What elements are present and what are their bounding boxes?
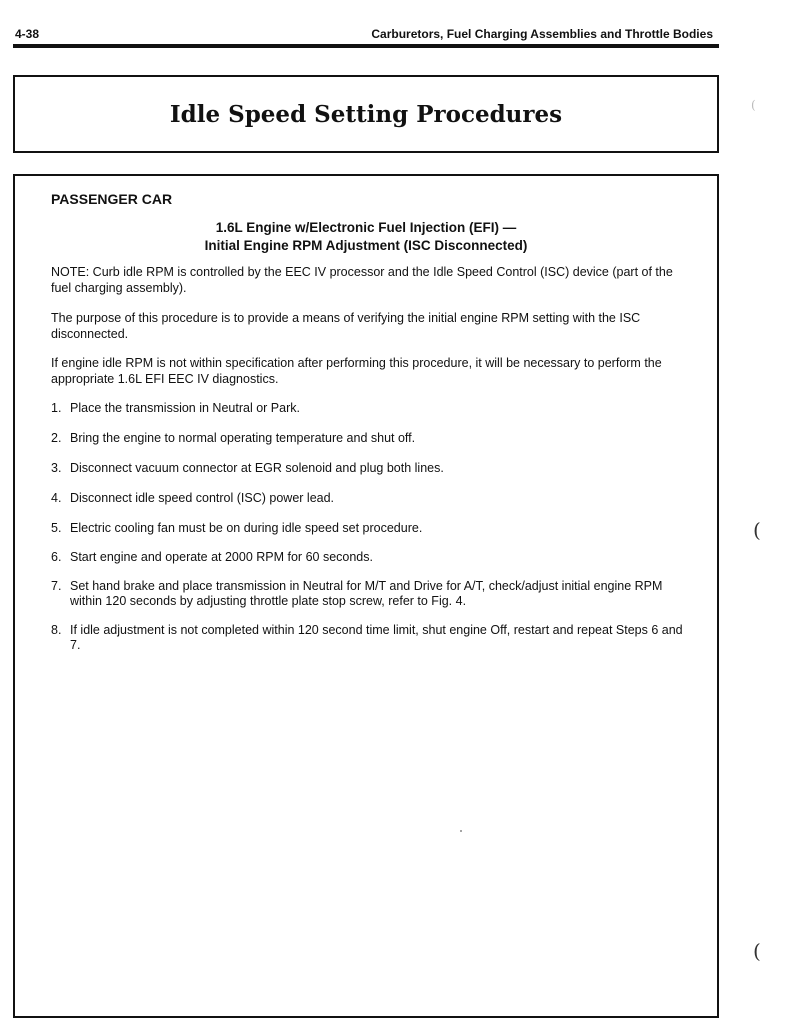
step-item bbox=[51, 461, 691, 476]
header-rule bbox=[13, 44, 719, 48]
step-text: Bring the engine to normal operating temperature and shut off. bbox=[70, 431, 416, 445]
content-box bbox=[13, 174, 719, 1018]
step-item bbox=[51, 491, 691, 506]
margin-mark: ( bbox=[751, 98, 756, 112]
step-item bbox=[51, 623, 691, 653]
step-number: 4. bbox=[51, 491, 62, 505]
step-text: Disconnect idle speed control (ISC) power lead. bbox=[70, 491, 335, 505]
page-number: 4-38 bbox=[15, 27, 40, 41]
step-item bbox=[51, 550, 691, 565]
purpose-paragraph: The purpose of this procedure is to provide a means of verifying the initial engine RPM setting with the ISC disconnected. bbox=[51, 311, 641, 341]
step-number: 5. bbox=[51, 521, 62, 535]
procedure-subheading bbox=[15, 219, 717, 255]
step-item bbox=[51, 401, 691, 416]
step-text: Place the transmission in Neutral or Park. bbox=[70, 401, 300, 415]
section-heading: PASSENGER CAR bbox=[51, 191, 173, 207]
subheading-line-2: Initial Engine RPM Adjustment (ISC Disconnected) bbox=[204, 238, 528, 253]
title-box bbox=[13, 75, 719, 153]
step-number: 1. bbox=[51, 401, 62, 415]
note-paragraph: NOTE: Curb idle RPM is controlled by the EEC IV processor and the Idle Speed Control (ISC) device (part of the fuel charging assembly). bbox=[51, 265, 673, 295]
step-number: 6. bbox=[51, 550, 62, 564]
subheading-line-1: 1.6L Engine w/Electronic Fuel Injection (EFI) — bbox=[215, 220, 517, 235]
margin-mark: ( bbox=[753, 939, 761, 963]
step-text: Disconnect vacuum connector at EGR solenoid and plug both lines. bbox=[70, 461, 444, 475]
running-title: Carburetors, Fuel Charging Assemblies and Throttle Bodies bbox=[371, 27, 713, 41]
step-number: 3. bbox=[51, 461, 62, 475]
step-item bbox=[51, 521, 691, 536]
step-text: Electric cooling fan must be on during idle speed set procedure. bbox=[70, 521, 423, 535]
step-text: Set hand brake and place transmission in Neutral for M/T and Drive for A/T, check/adjust initial engine RPM within 120 seconds by adjusting throttle plate stop screw, refer to Fig. 4. bbox=[70, 579, 663, 608]
step-number: 7. bbox=[51, 579, 62, 593]
step-text: Start engine and operate at 2000 RPM for 60 seconds. bbox=[70, 550, 373, 564]
margin-mark: ( bbox=[753, 518, 761, 542]
step-item bbox=[51, 579, 691, 609]
page-title: Idle Speed Setting Procedures bbox=[169, 101, 563, 128]
scan-speck bbox=[460, 830, 462, 832]
step-number: 2. bbox=[51, 431, 62, 445]
diagnostics-paragraph: If engine idle RPM is not within specification after performing this procedure, it will be necessary to perform the appropriate 1.6L EFI EEC IV diagnostics. bbox=[51, 356, 662, 386]
step-text: If idle adjustment is not completed within 120 second time limit, shut engine Off, restart and repeat Steps 6 and 7. bbox=[70, 623, 683, 652]
step-item bbox=[51, 431, 691, 446]
step-number: 8. bbox=[51, 623, 62, 637]
